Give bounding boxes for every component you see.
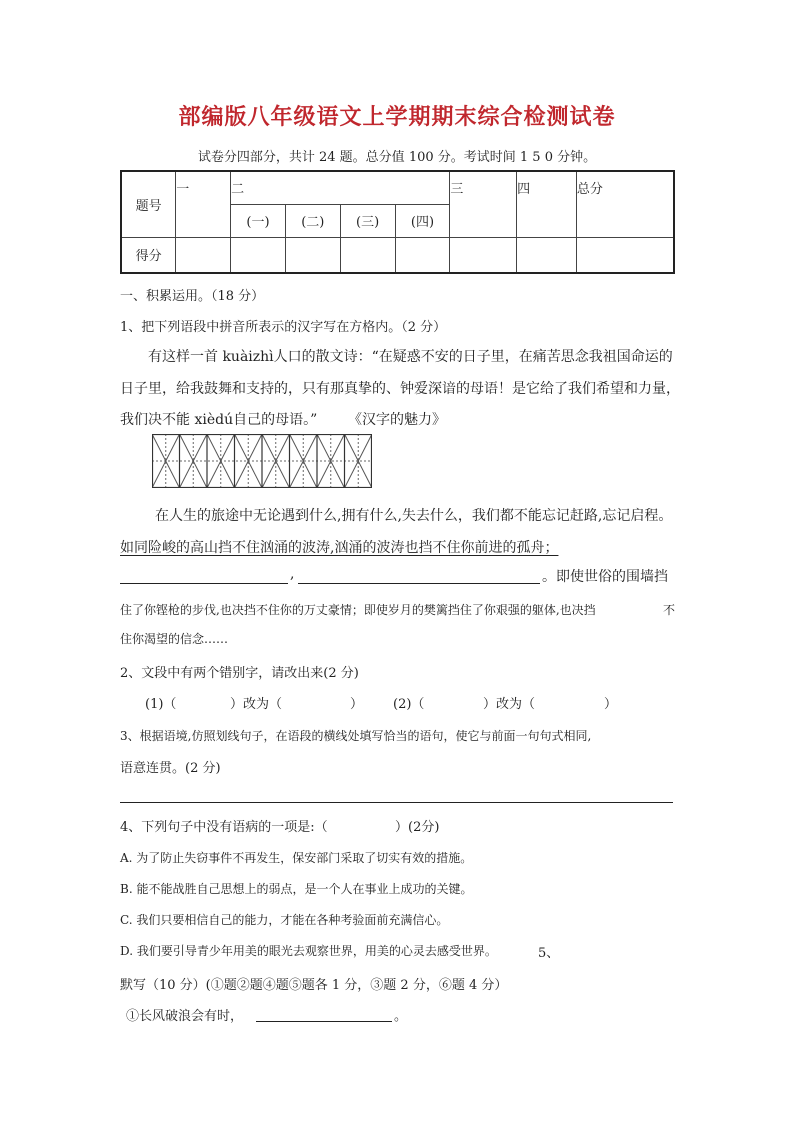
q2-answer-2-mid: ）改为（ bbox=[483, 697, 536, 712]
q1-paragraph-line: 我们决不能 xièdú自己的母语。” bbox=[120, 412, 318, 428]
q2-answer-1-close: ） bbox=[350, 697, 364, 712]
q2-prompt: 2、文段中有两个错别字，请改出来(2 分) bbox=[120, 666, 359, 681]
q1-source: 《汉字的魅力》 bbox=[348, 412, 446, 428]
passage-underlined-sentence: 如同险峻的高山挡不住汹涌的波涛,汹涌的波涛也挡不住你前进的孤舟； bbox=[120, 540, 559, 556]
passage-line-end: 不 bbox=[663, 603, 676, 617]
q1-paragraph-line: 有这样一首 kuàizhì人口的散文诗：“在疑惑不安的日子里，在痛苦思念我祖国命运的 bbox=[148, 349, 673, 365]
fill-blank-1[interactable] bbox=[120, 582, 288, 584]
q5-item-1: ①长风破浪会有时， bbox=[126, 1009, 244, 1024]
subheader-3: (三) bbox=[340, 204, 395, 237]
exam-info: 试卷分四部分，共计 24 题。总分值 100 分。考试时间 1 5 0 分钟。 bbox=[197, 150, 597, 165]
q4-prompt-end: ）(2分) bbox=[395, 820, 440, 835]
header-question-label: 题号 bbox=[121, 171, 176, 237]
q2-answer-2-close: ） bbox=[604, 697, 618, 712]
passage-line: 在人生的旅途中无论遇到什么,拥有什么,失去什么，我们都不能忘记赶路,忘记启程。 bbox=[155, 508, 673, 524]
header-col-1: 一 bbox=[176, 171, 231, 237]
score-row-label: 得分 bbox=[121, 237, 176, 273]
blank-separator: , bbox=[290, 566, 295, 582]
header-col-2: 二 bbox=[231, 171, 450, 204]
score-cell[interactable] bbox=[450, 237, 517, 273]
passage-line: 住了你铿枪的步伐,也决挡不住你的万丈豪情；即使岁月的樊篱挡住了你艰强的躯体,也决挡 bbox=[120, 603, 596, 617]
header-col-total: 总分 bbox=[576, 171, 674, 237]
q3-answer-line[interactable] bbox=[120, 801, 673, 803]
header-col-3: 三 bbox=[450, 171, 517, 237]
passage-line: 。即使世俗的围墙挡 bbox=[542, 569, 668, 585]
score-cell[interactable] bbox=[340, 237, 395, 273]
q5-item-1-blank[interactable] bbox=[256, 1020, 392, 1022]
q4-option-c[interactable]: C. 我们只要相信自己的能力，才能在各种考验面前充满信心。 bbox=[120, 913, 449, 927]
score-cell[interactable] bbox=[285, 237, 340, 273]
score-cell[interactable] bbox=[576, 237, 674, 273]
q4-option-a[interactable]: A. 为了防止失窃事件不再发生，保安部门采取了切实有效的措施。 bbox=[120, 851, 473, 865]
subheader-1: (一) bbox=[231, 204, 286, 237]
q2-answer-2-open: (2)（ bbox=[393, 697, 425, 712]
q3-prompt: 3、根据语境,仿照划线句子，在语段的横线处填写恰当的语句，使它与前面一句句式相同, bbox=[120, 729, 592, 743]
q1-prompt: 1、把下列语段中拼音所表示的汉字写在方格内。（2 分） bbox=[120, 320, 447, 335]
passage-line: 住你渴望的信念…… bbox=[120, 632, 229, 646]
header-col-4: 四 bbox=[517, 171, 577, 237]
subheader-4: (四) bbox=[395, 204, 450, 237]
q4-prompt: 4、下列句子中没有语病的一项是:（ bbox=[120, 820, 328, 835]
q5-prompt: 默写（10 分）(①题②题④题⑤题各 1 分，③题 2 分，⑥题 4 分） bbox=[120, 978, 508, 993]
q5-item-1-end: 。 bbox=[394, 1009, 408, 1024]
q3-prompt-cont: 语意连贯。(2 分) bbox=[120, 761, 221, 776]
answer-grid[interactable] bbox=[152, 434, 372, 488]
score-cell[interactable] bbox=[395, 237, 450, 273]
q4-option-b[interactable]: B. 能不能战胜自己思想上的弱点，是一个人在事业上成功的关键。 bbox=[120, 882, 473, 896]
score-cell[interactable] bbox=[517, 237, 577, 273]
score-table bbox=[120, 170, 675, 274]
q1-paragraph-line: 日子里，给我鼓舞和支持的，只有那真挚的、钟爱深谙的母语！是它给了我们希望和力量， bbox=[120, 381, 680, 397]
q2-answer-1-open: (1)（ bbox=[145, 697, 177, 712]
q2-answer-1-mid: ）改为（ bbox=[230, 697, 283, 712]
score-cell[interactable] bbox=[231, 237, 286, 273]
q5-number: 5、 bbox=[538, 946, 560, 961]
section-1-heading: 一、积累运用。（18 分） bbox=[120, 289, 265, 304]
score-cell[interactable] bbox=[176, 237, 231, 273]
page-title: 部编版八年级语文上学期期末综合检测试卷 bbox=[178, 104, 616, 130]
fill-blank-2[interactable] bbox=[298, 582, 540, 584]
subheader-2: (二) bbox=[285, 204, 340, 237]
q4-option-d[interactable]: D. 我们要引导青少年用美的眼光去观察世界，用美的心灵去感受世界。 bbox=[120, 944, 497, 958]
